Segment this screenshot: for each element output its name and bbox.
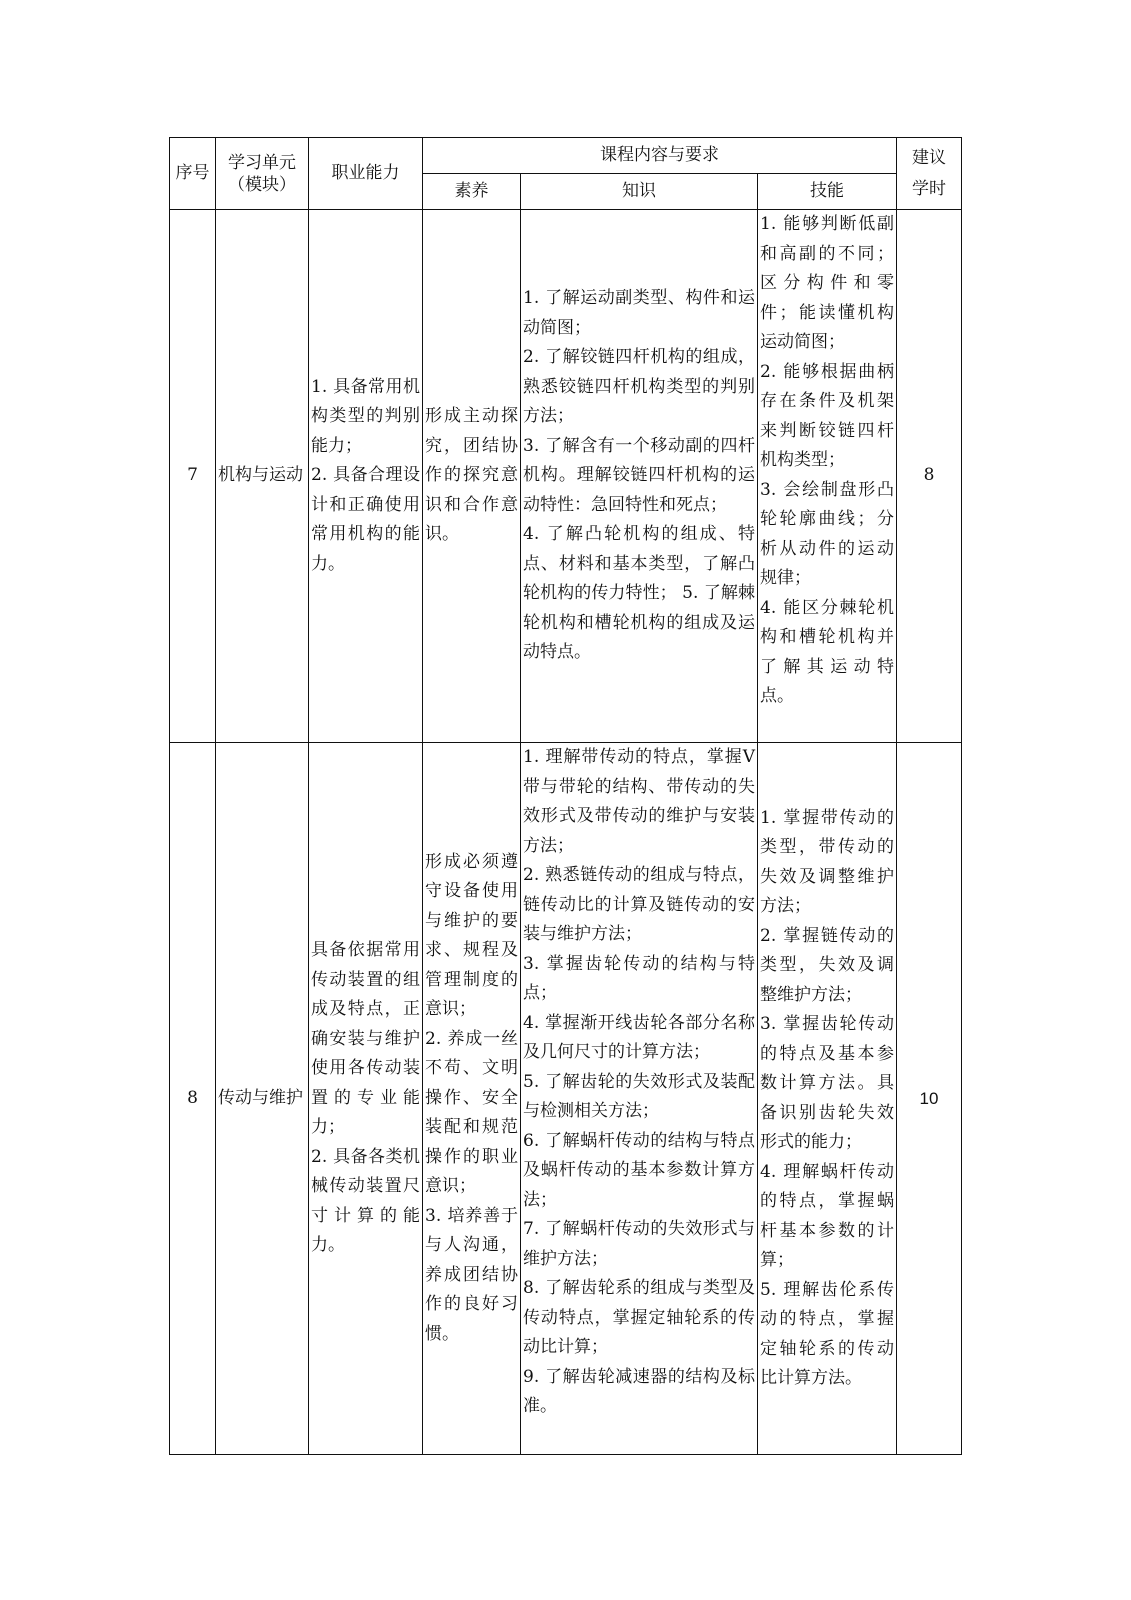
cell-knowledge: 1. 了解运动副类型、构件和运动简图； 2. 了解铰链四杆机构的组成，熟悉铰链四杆机构类型的判别方法； 3. 了解含有一个移动副的四杆机构。理解铰链四杆机构的运动特性：急回特性和死点； 4. 了解凸轮机构的组成、特点、材料和基本类型，了解凸轮机构的传力特性； 5. 了解棘轮机构和槽轮机构的组成及运动特点。 [521,210,758,743]
cell-unit: 传动与维护 [216,743,309,1455]
header-unit-text: 学习单元 （模块） [228,152,296,195]
cell-knowledge: 1. 理解带传动的特点，掌握V带与带轮的结构、带传动的失效形式及带传动的维护与安装方法； 2. 熟悉链传动的组成与特点，链传动比的计算及链传动的安装与维护方法； 3. 掌握齿轮传动的结构与特点； 4. 掌握渐开线齿轮各部分名称及几何尺寸的计算方法； 5. 了解齿轮的失效形式及装配与检测相关方法； 6. 了解蜗杆传动的结构与特点及蜗杆传动的基本参数计算方法； 7. 了解蜗杆传动的失效形式与维护方法； 8. 了解齿轮系的组成与类型及传动特点，掌握定轴轮系的传动比计算； 9. 了解齿轮减速器的结构及标准。 [521,743,758,1455]
header-quality: 素养 [423,174,521,210]
cell-unit: 机构与运动 [216,210,309,743]
header-row-1 [170,138,962,174]
header-seq: 序号 [170,138,216,210]
cell-quality: 形成必须遵守设备使用与维护的要求、规程及管理制度的意识； 2. 养成一丝不苟、文明操作、安全装配和规范操作的职业意识； 3. 培养善于与人沟通，养成团结协作的良好习惯。 [423,743,521,1455]
header-hours-text: 建议 学时 [912,147,947,199]
header-hours [897,138,962,210]
cell-seq: 7 [170,210,216,743]
cell-hours: 10 [897,743,962,1455]
header-content: 课程内容与要求 [423,138,897,174]
header-skill: 技能 [758,174,897,210]
cell-seq: 8 [170,743,216,1455]
cell-ability: 具备依据常用传动装置的组成及特点，正确安装与维护使用各传动装置的专业能力； 2. 具备各类机械传动装置尺寸计算的能力。 [309,743,423,1455]
header-unit [216,138,309,210]
cell-skill: 1. 能够判断低副和高副的不同；区分构件和零件；能读懂机构运动简图； 2. 能够根据曲柄存在条件及机架来判断铰链四杆机构类型； 3. 会绘制盘形凸轮轮廓曲线；分析从动件的运动规律； 4. 能区分棘轮机构和槽轮机构并了解其运动特点。 [758,210,897,743]
cell-quality: 形成主动探究，团结协作的探究意识和合作意识。 [423,210,521,743]
cell-skill: 1. 掌握带传动的类型，带传动的失效及调整维护方法； 2. 掌握链传动的类型，失效及调整维护方法； 3. 掌握齿轮传动的特点及基本参数计算方法。具备识别齿轮失效形式的能力； 4. 理解蜗杆传动的特点，掌握蜗杆基本参数的计算； 5. 理解齿伦系传动的特点，掌握定轴轮系的传动比计算方法。 [758,743,897,1455]
cell-ability: 1. 具备常用机构类型的判别能力； 2. 具备合理设计和正确使用常用机构的能力。 [309,210,423,743]
header-ability: 职业能力 [309,138,423,210]
course-table [169,137,962,1455]
table-row [170,210,962,743]
header-knowledge: 知识 [521,174,758,210]
cell-hours: 8 [897,210,962,743]
table-row [170,743,962,1455]
